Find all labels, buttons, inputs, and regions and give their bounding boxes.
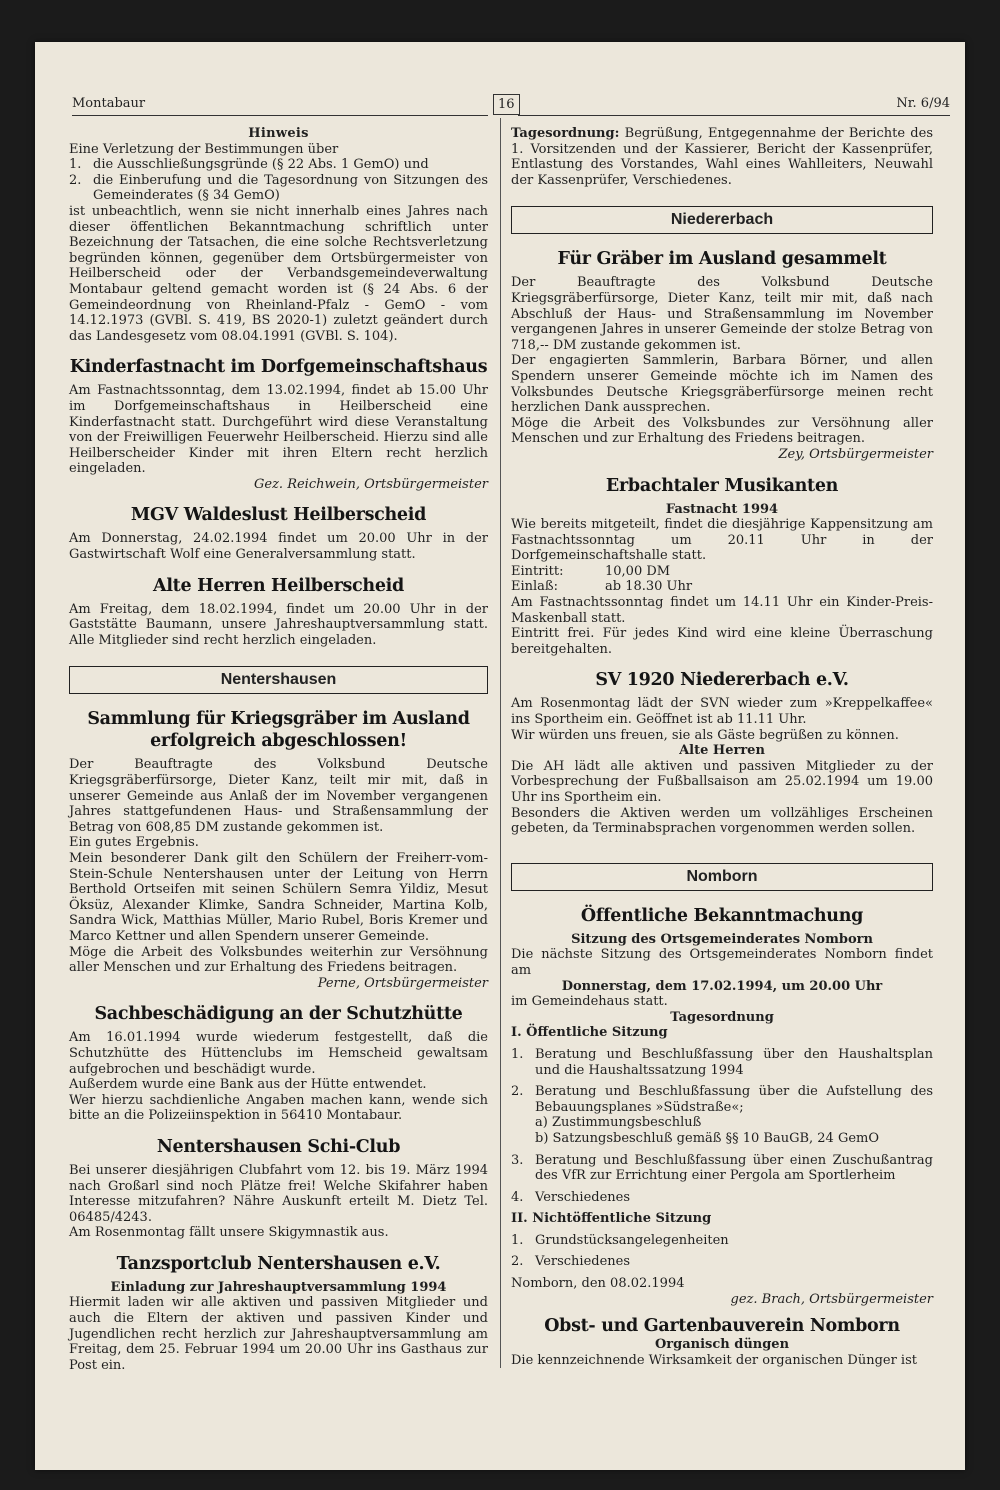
- tanz-body: Hiermit laden wir alle aktiven und passiven Mitglieder und auch die Eltern der aktiven und passiven Kinder und Jugendlichen recht herzlich zur Jahreshauptversammlung am Freitag, dem 25. Februar 1994 um 20.00 Uhr ins Gasthaus zur Post ein.: [69, 1295, 488, 1373]
- left-column: [69, 126, 488, 1373]
- musikanten-subtitle: Fastnacht 1994: [665, 501, 779, 517]
- mgv-body: Am Donnerstag, 24.02.1994 findet um 20.00 Uhr in der Gastwirtschaft Wolf eine Generalversammlung statt.: [69, 531, 488, 563]
- bekannt-list-2: [511, 1233, 933, 1270]
- sub-item-b: b) Satzungsbeschluß gemäß §§ 10 BauGB, 24 GemO: [535, 1130, 880, 1146]
- graeber-headline: Für Gräber im Ausland gesammelt: [557, 249, 887, 270]
- section-box-nentershausen: Nentershausen: [69, 666, 488, 694]
- musikanten-p1: Wie bereits mitgeteilt, findet die diesjährige Kappensitzung am Fastnachtssonntag um 20.11 Uhr in der Dorfgemeinschaftshalle statt.: [511, 517, 933, 564]
- list-item: 4. Verschiedenes: [511, 1189, 631, 1205]
- bekannt-list-1: [511, 1047, 933, 1205]
- bekannt-p1: Die nächste Sitzung des Ortsgemeinderates Nomborn findet am: [511, 947, 933, 978]
- schiclub-p2: Am Rosenmontag fällt unsere Skigymnastik aus.: [69, 1225, 389, 1241]
- hinweis-title: Hinweis: [248, 126, 309, 141]
- mgv-headline: MGV Waldeslust Heilberscheid: [130, 505, 427, 526]
- hinweis-intro: Eine Verletzung der Bestimmungen über: [69, 141, 339, 157]
- sammlung-signature: Perne, Ortsbürgermeister: [317, 975, 488, 991]
- obst-headline: Obst- und Gartenbauverein Nomborn: [544, 1316, 900, 1337]
- musikanten-p3: Eintritt frei. Für jedes Kind wird eine kleine Überraschung bereitgehalten.: [511, 626, 933, 657]
- bekannt-subtitle: Sitzung des Ortsgemeinderates Nomborn: [571, 931, 873, 947]
- kinder-signature: Gez. Reichwein, Ortsbürgermeister: [254, 476, 488, 492]
- alteherren-headline: Alte Herren Heilberscheid: [153, 575, 404, 596]
- bekannt-date: Donnerstag, dem 17.02.1994, um 20.00 Uhr: [561, 978, 883, 994]
- list-item: 1. Beratung und Beschlußfassung über den Haushaltsplan und die Haushaltssatzung 1994: [511, 1046, 933, 1078]
- right-column: [511, 126, 933, 1368]
- schutz-p2: Außerdem wurde eine Bank aus der Hütte entwendet.: [69, 1077, 427, 1093]
- schiclub-p1: Bei unserer diesjährigen Clubfahrt vom 12. bis 19. März 1994 nach Großarl sind noch Plätze frei! Welche Skifahrer haben Interesse mitzufahren? Nähre Auskunft erteilt M. Dietz Tel. 06485/4243.: [69, 1162, 488, 1225]
- sammlung-headline-2: erfolgreich abgeschlossen!: [150, 731, 407, 752]
- schutz-p1: Am 16.01.1994 wurde wiederum festgestellt, daß die Schutzhütte des Hüttenclubs im Hemscheid gewaltsam aufgebrochen und beschädigt wurde.: [69, 1030, 488, 1077]
- list-item: 2. die Einberufung und die Tagesordnung von Sitzungen des Gemeinderates (§ 34 GemO): [69, 172, 488, 204]
- eintritt-row: Eintritt: 10,00 DM: [511, 563, 671, 579]
- sub-item-a: a) Zustimmungsbeschluß: [535, 1115, 702, 1131]
- bekannt-section-2: II. Nichtöffentliche Sitzung: [511, 1211, 712, 1227]
- sv-p2: Wir würden uns freuen, sie als Gäste begrüßen zu können.: [511, 727, 899, 743]
- graeber-p3: Möge die Arbeit des Volksbundes zur Versöhnung aller Menschen und zur Erhaltung des Friedens beitragen.: [511, 415, 933, 447]
- sv-subtitle: Alte Herren: [679, 743, 765, 759]
- list-item: 2. Beratung und Beschlußfassung über die Aufstellung des Bebauungsplanes »Südstraße«; a) Zustimmungsbeschluß b) Satzungsbeschluß gemäß §§ 10 BauGB, 24 GemO: [511, 1084, 933, 1146]
- sammlung-p1: Der Beauftragte des Volksbund Deutsche Kriegsgräberfürsorge, Dieter Kanz, teilt mir mit, daß in unserer Gemeinde aus Anlaß der im November vergangenen Jahres stattgefundenen Haus- und Straßensammlung der Betrag von 608,85 DM zustande gekommen ist.: [69, 757, 488, 835]
- musikanten-headline: Erbachtaler Musikanten: [605, 475, 839, 496]
- sammlung-p2: Ein gutes Ergebnis.: [69, 835, 199, 851]
- header-town: Montabaur: [72, 96, 146, 111]
- graeber-p1: Der Beauftragte des Volksbund Deutsche Kriegsgräberfürsorge, Dieter Kanz, teilt mir mit, daß nach Abschluß der Haus- und Straßensammlung im November vergangenen Jahres in unserer Gemeinde der stolze Betrag von 718,-- DM zustande gekommen ist.: [511, 275, 933, 353]
- sammlung-p4: Möge die Arbeit des Volksbundes weiterhin zur Versöhnung aller Menschen und zur Erhaltung des Friedens beitragen.: [69, 944, 488, 976]
- bekannt-tagesordnung: Tagesordnung: [670, 1009, 774, 1025]
- bekannt-section-1: I. Öffentliche Sitzung: [511, 1025, 668, 1041]
- einlass-row: Einlaß: ab 18.30 Uhr: [511, 579, 693, 595]
- schutz-headline: Sachbeschädigung an der Schutzhütte: [94, 1004, 463, 1025]
- issue-number: Nr. 6/94: [896, 96, 950, 111]
- hinweis-body: ist unbeachtlich, wenn sie nicht innerhalb eines Jahres nach dieser öffentlichen Bekanntmachung schriftlich unter Bezeichnung der Tatsachen, die eine solche Rechtsverletzung begründen können, gegenüber dem Ortsbürgermeister von Heilberscheid oder der Verbandsgemeindeverwaltung Montabaur geltend gemacht worden ist (§ 24 Abs. 6 der Gemeindeordnung von Rheinland-Pfalz - GemO - vom 14.12.1973 (GVBl. S. 419, BS 2020-1) zuletzt geändert durch das Landesgesetz vom 08.04.1991 (GVBl. S. 104).: [69, 203, 488, 344]
- section-box-niedererbach: Niedererbach: [511, 206, 933, 234]
- obst-body: Die kennzeichnende Wirksamkeit der organischen Dünger ist: [511, 1352, 917, 1368]
- kinder-headline: Kinderfastnacht im Dorfgemeinschaftshaus: [69, 357, 488, 378]
- musikanten-p2: Am Fastnachtssonntag findet um 14.11 Uhr ein Kinder-Preis-Maskenball statt.: [511, 595, 933, 626]
- sv-headline: SV 1920 Niedererbach e.V.: [595, 670, 849, 691]
- sv-p1: Am Rosenmontag lädt der SVN wieder zum »Kreppelkaffee« ins Sportheim ein. Geöffnet ist ab 11.11 Uhr.: [511, 696, 933, 728]
- tagesordnung-label: Tagesordnung:: [511, 126, 620, 141]
- bekannt-place-date: Nomborn, den 08.02.1994: [511, 1276, 685, 1292]
- alteherren-body: Am Freitag, dem 18.02.1994, findet um 20.00 Uhr in der Gaststätte Baumann, unsere Jahreshauptversammlung statt. Alle Mitglieder sind recht herzlich eingeladen.: [69, 601, 488, 648]
- obst-subtitle: Organisch düngen: [654, 1337, 790, 1353]
- tagesordnung-body: Begrüßung, Entgegennahme der Berichte des 1. Vorsitzenden und der Kassierer, Bericht der Kassenprüfer, Entlastung des Vorstandes, Wahl eines Wahlleiters, Neuwahl der Kassenprüfer, Verschiedenes.: [511, 126, 933, 188]
- header-rule-right: [518, 115, 950, 116]
- sv-p4: Besonders die Aktiven werden um vollzähliges Erscheinen gebeten, da Terminabsprachen vorgenommen werden sollen.: [511, 805, 933, 837]
- list-item: 3. Beratung und Beschlußfassung über einen Zuschußantrag des VfR zur Errichtung einer Pergola am Sportlerheim: [511, 1152, 933, 1184]
- page-number: 16: [493, 94, 520, 115]
- section-box-nomborn: Nomborn: [511, 863, 933, 891]
- sammlung-headline-1: Sammlung für Kriegsgräber im Ausland: [87, 709, 470, 730]
- graeber-p2: Der engagierten Sammlerin, Barbara Börner, und allen Spendern unserer Gemeinde möchte ich im Namen des Volksbundes Deutsche Kriegsgräberfürsorge meinen recht herzlichen Dank aussprechen.: [511, 353, 933, 416]
- bekannt-headline: Öffentliche Bekanntmachung: [580, 905, 864, 926]
- sv-p3: Die AH lädt alle aktiven und passiven Mitglieder zu der Vorbesprechung der Fußballsaison am 25.02.1994 um 19.00 Uhr ins Sportheim ein.: [511, 758, 933, 805]
- page-header: [72, 94, 950, 116]
- schiclub-headline: Nentershausen Schi-Club: [156, 1136, 401, 1157]
- bekannt-signature: gez. Brach, Ortsbürgermeister: [730, 1291, 933, 1307]
- list-item: 1. Grundstücksangelegenheiten: [511, 1232, 729, 1248]
- column-divider: [500, 118, 501, 1368]
- hinweis-list: [69, 157, 488, 204]
- tanz-subtitle: Einladung zur Jahreshauptversammlung 1994: [110, 1279, 447, 1295]
- bekannt-p2: im Gemeindehaus statt.: [511, 994, 668, 1010]
- tagesordnung-paragraph: [511, 126, 933, 188]
- schutz-p3: Wer hierzu sachdienliche Angaben machen kann, wende sich bitte an die Polizeiinspektion in 56410 Montabaur.: [69, 1092, 488, 1124]
- graeber-signature: Zey, Ortsbürgermeister: [778, 446, 933, 462]
- list-item: 2. Verschiedenes: [511, 1254, 631, 1270]
- sammlung-p3: Mein besonderer Dank gilt den Schülern der Freiherr-vom-Stein-Schule Nentershausen unter der Leitung von Herrn Berthold Ortseifen mit seinen Schülern Semra Yildiz, Mesut Öksüz, Alexander Klimke, Sandra Schneider, Martina Kolb, Sandra Wick, Matthias Müller, Mario Rubel, Boris Kremer und Marco Kettner und allen Spendern unserer Gemeinde.: [69, 851, 488, 944]
- tanz-headline: Tanzsportclub Nentershausen e.V.: [116, 1253, 441, 1274]
- list-item: 1. die Ausschließungsgründe (§ 22 Abs. 1 GemO) und: [69, 157, 429, 173]
- kinder-body: Am Fastnachtssonntag, dem 13.02.1994, findet ab 15.00 Uhr im Dorfgemeinschaftshaus in Heilberscheid eine Kinderfastnacht statt. Durchgeführt wird diese Veranstaltung von der Freiwilligen Feuerwehr Heilberscheid. Hierzu sind alle Heilberscheider Kinder mit ihren Eltern recht herzlich eingeladen.: [69, 383, 488, 477]
- header-rule-left: [72, 115, 488, 116]
